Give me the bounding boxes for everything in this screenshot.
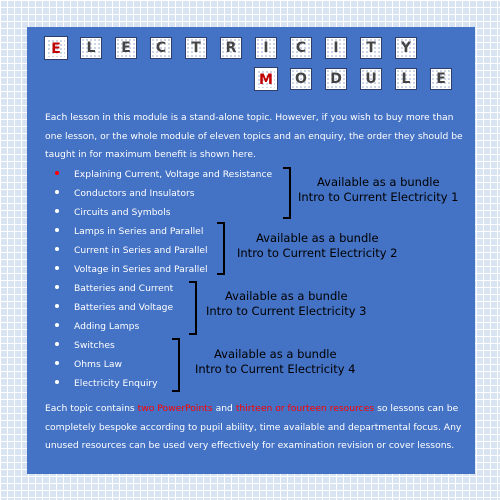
lesson-label: Electricity Enquiry xyxy=(74,378,158,389)
list-item xyxy=(55,207,171,218)
bullet-icon xyxy=(55,323,59,327)
list-item xyxy=(55,302,173,313)
list-item xyxy=(55,245,208,256)
bullet-icon xyxy=(55,361,59,365)
title-letter-tile: L xyxy=(80,37,102,59)
list-item xyxy=(55,340,115,351)
list-item xyxy=(55,264,208,275)
bullet-icon xyxy=(55,209,59,213)
list-item xyxy=(55,188,195,199)
bundle-name: Intro to Current Electricity 1 xyxy=(298,190,459,204)
bullet-icon xyxy=(55,304,59,308)
bracket-group-2 xyxy=(217,222,225,275)
bundle-label-2 xyxy=(237,231,398,261)
lesson-label: Batteries and Voltage xyxy=(74,302,174,313)
list-item xyxy=(55,378,158,389)
title-letter-tile: E xyxy=(430,68,452,90)
bundle-line: Available as a bundle xyxy=(316,175,440,189)
intro-paragraph: Each lesson in this module is a stand-alone topic. However, if you wish to buy more than one lesson, or the whole module of eleven topics and an enquiry, the order they should be taught in for maximum benefit is shown here. xyxy=(45,112,463,161)
title-letter-tile: T xyxy=(360,37,382,59)
bracket-group-3 xyxy=(189,281,197,335)
lesson-label: Voltage in Series and Parallel xyxy=(74,264,208,275)
lesson-label: Adding Lamps xyxy=(74,321,140,332)
lesson-label: Conductors and Insulators xyxy=(74,188,195,199)
bullet-icon xyxy=(55,266,59,270)
outro-highlight: two PowerPoints xyxy=(137,403,213,414)
title-letter-tile: L xyxy=(395,68,417,90)
list-item xyxy=(55,283,173,294)
module-panel xyxy=(27,27,475,474)
title-letter-tile: O xyxy=(290,68,312,90)
lesson-label: Switches xyxy=(74,340,115,351)
outro-text: Each topic contains xyxy=(45,403,138,414)
outro-highlight: thirteen or fourteen resources xyxy=(235,403,375,414)
bundle-name: Intro to Current Electricity 4 xyxy=(195,362,356,376)
list-item xyxy=(55,321,139,332)
lesson-label: Ohms Law xyxy=(74,359,122,370)
lesson-label: Explaining Current, Voltage and Resistance xyxy=(74,169,273,180)
bullet-icon xyxy=(55,190,59,194)
bracket-group-1 xyxy=(283,167,291,219)
bundle-line: Available as a bundle xyxy=(224,289,348,303)
title-letter-tile: E xyxy=(115,37,137,59)
list-item xyxy=(55,169,272,180)
title-letter-tile: C xyxy=(150,37,172,59)
bullet-icon xyxy=(55,285,59,289)
lesson-label: Lamps in Series and Parallel xyxy=(74,226,204,237)
bullet-icon xyxy=(55,171,59,175)
title-letter-tile: C xyxy=(290,37,312,59)
title-letter-tile: T xyxy=(185,37,207,59)
bundle-name: Intro to Current Electricity 3 xyxy=(206,304,367,318)
title-letter-tile: I xyxy=(255,37,277,59)
bullet-icon xyxy=(55,228,59,232)
bundle-label-4 xyxy=(195,347,356,377)
bullet-icon xyxy=(55,247,59,251)
outro-paragraph xyxy=(45,400,465,456)
bracket-group-4 xyxy=(172,338,180,392)
title-letter-tile: R xyxy=(220,37,242,59)
bullet-icon xyxy=(55,342,59,346)
lesson-label: Batteries and Current xyxy=(74,283,174,294)
title-letter-tile: Y xyxy=(395,37,417,59)
list-item xyxy=(55,359,122,370)
title-letter-tile: M xyxy=(255,68,277,90)
bundle-line: Available as a bundle xyxy=(213,347,337,361)
bundle-line: Available as a bundle xyxy=(255,231,379,245)
title-letter-tile: D xyxy=(325,68,347,90)
outro-text: and xyxy=(212,403,236,414)
outro-text: so lessons can be completely bespoke according to pupil ability, time available and departmental focus. Any unused resources can be used very effectively for examination revision or cover lessons. xyxy=(45,403,462,452)
bundle-name: Intro to Current Electricity 2 xyxy=(237,246,398,260)
bundle-label-1 xyxy=(298,175,459,205)
bundle-label-3 xyxy=(206,289,367,319)
bullet-icon xyxy=(55,380,59,384)
list-item xyxy=(55,226,203,237)
title-letter-tile: U xyxy=(360,68,382,90)
lesson-label: Circuits and Symbols xyxy=(74,207,171,218)
title-letter-tile: E xyxy=(45,37,67,59)
title-letter-tile: I xyxy=(325,37,347,59)
lesson-label: Current in Series and Parallel xyxy=(74,245,208,256)
